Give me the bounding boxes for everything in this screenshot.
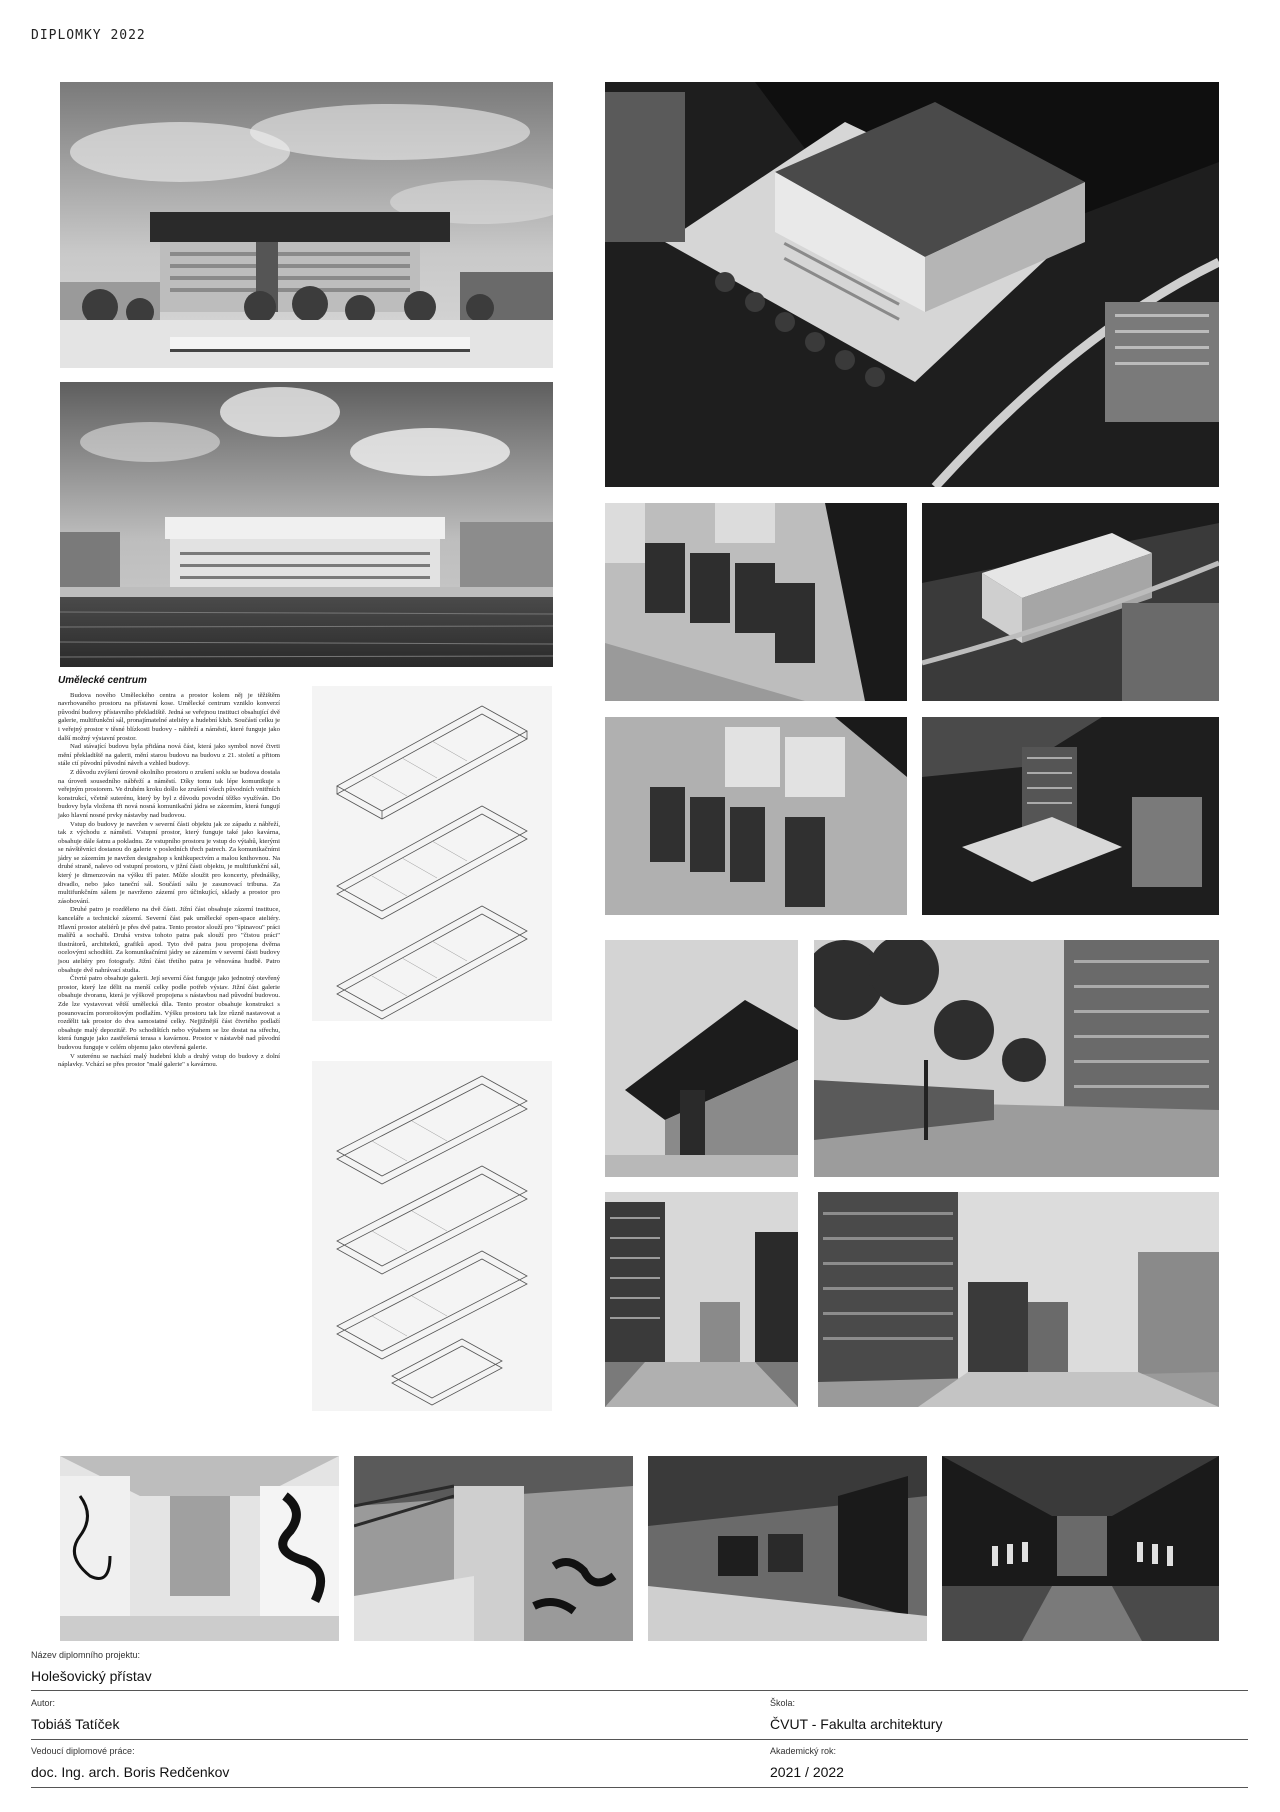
article-paragraph: Druhé patro je rozděleno na dvě části. Jižní část obsahuje zázemí instituce, kanceláře a technické zázemí. Severní část pak umělecké open-space ateliéry. Hlavní prostor ateliérů je přes dvě patra. Tento prostor slouží pro "špinavou" práci malířů a sochařů. Druhá vrstva tohoto patra pak slouží pro "čistou práci" ilustrátorů, architektů, grafiků apod. Tyto dvě patra jsou propojena dvěma ocelovými schodišti. Za komunikačními jádry se zázemím v severní části budovy jsou ateliéry pro fotografy. Jižní část třetího patra je věnována hudbě. Patro obsahuje dvě nahrávací studia. (58, 906, 280, 974)
interior-render-sculpture-hall (942, 1456, 1219, 1641)
article-paragraph: V suterénu se nachází malý hudební klub a druhý vstup do budovy z dolní náplavky. Vchází se přes prostor "malé galerie" s kavárnou. (58, 1052, 280, 1069)
article-paragraph: Čtvrté patro obsahuje galerii. Její severní část funguje jako jednotný otevřený prostor, který lze dělit na menší celky podle potřeb výstav. Jižní část galerie obsahuje dvoranu, která je výškově propojena s nástavbou nad původní budovou. Zde lze vystavovat větší umělecká díla. Tento prostor obsahuje konstrukci s posunovacím pororoštovým podlažím. Výšku prostoru tak lze různě nastavovat a rozdělit tak prostor do dva samostatné celky. Nejjižnější část čtvrtého podlaží obsahuje malý depozitář. Po schodištích nebo výtahem se lze dostat na střechu, která funguje jako zastřešená terasa s kavárnou. Prostor v nástavbě nad původní budovou funguje v celém objemu jako otevřená galerie. (58, 975, 280, 1051)
render-riverside-promenade (814, 940, 1219, 1177)
footer-divider (31, 1787, 1248, 1788)
render-cantilever-building (605, 940, 798, 1177)
article-paragraph: Budova nového Uměleckého centra a prostor kolem něj je těžištěm navrhovaného prostoru na přístavní kose. Umělecké centrum vzniklo konverzí původní budovy přístavního překladiště. Jedná se veřejnou instituci obsahující dvě galerie, multifunkční sál, pronajímatelné ateliéry a hudební klub. Součástí celku je i veřejný prostor v těsné blízkosti budovy - nábřeží a náměstí, které funguje jako další možný výstavní prostor. (58, 691, 280, 742)
article-paragraph: Vstup do budovy je navržen v severní části objektu jak ze západu z nábřeží, tak z východu z náměstí. Vstupní prostor, který funguje také jako kavárna, obsahuje dále šatnu a pokladnu. Ze vstupního prostoru je vstup do výtahů, kterými se návštěvníci dostanou do galerie v posledních třech patrech. Za komunikačními jádry se zázemím je navržen designshop s knihkupectvím a malou knihovnou. Na druhé straně, nalevo od vstupní prostoru, v jižní části objektu, je multifunkční sál, který je dimenzován na výšku tří pater. Může sloužit pro koncerty, přednášky, divadlo, nebo jako taneční sál. Součástí sálu je zasunovací tribuna. Za multifunkčním sálem je navrženo zázemí pro účinkující, sklady a prostor pro zásobování. (58, 820, 280, 905)
article-paragraph: Z důvodu zvýšení úrovně okolního prostoru o zrušení soklu se budova dostala na úroveň sousedního nábřeží a náměstí. Díky tomu tak lépe komunikuje s veřejným prostorem. Ve druhém kroku došlo ke zrušení všech původních vnitřních konstrukcí, včetně suterénu, který by byl z důvodu povodní těžko využíván. Do budovy byla vložena tři nová nosná komunikační jádra se zázemím, která fungují jako hlavní nosné prvky nástavby nad budovou. (58, 768, 280, 819)
article-text (58, 677, 280, 1070)
footer-divider (31, 1690, 1248, 1691)
axonometric-floor-plans-lower (312, 1061, 552, 1411)
interior-render-gallery-bridge (354, 1456, 633, 1641)
school-label: Škola: (770, 1698, 796, 1708)
interior-render-hall (60, 1456, 339, 1641)
render-residential-plaza (818, 1192, 1219, 1407)
aerial-render-residential-1 (605, 503, 907, 701)
render-art-center-river (60, 382, 553, 667)
author-value: Tobiáš Tatíček (31, 1716, 120, 1732)
render-art-center-front (60, 82, 553, 368)
aerial-render-tower (922, 717, 1219, 915)
footer-divider (31, 1739, 1248, 1740)
aerial-render-riverside (922, 503, 1219, 701)
interior-render-gallery-room (648, 1456, 927, 1641)
supervisor-value: doc. Ing. arch. Boris Redčenkov (31, 1764, 230, 1780)
school-value: ČVUT - Fakulta architektury (770, 1716, 943, 1732)
author-label: Autor: (31, 1698, 56, 1708)
supervisor-label: Vedoucí diplomové práce: (31, 1746, 135, 1756)
page-header: DIPLOMKY 2022 (31, 28, 146, 43)
axonometric-floor-plans-upper (312, 686, 552, 1021)
academic-year-value: 2021 / 2022 (770, 1764, 844, 1780)
academic-year-label: Akademický rok: (770, 1746, 837, 1756)
render-residential-street (605, 1192, 798, 1407)
aerial-render-residential-2 (605, 717, 907, 915)
project-name-label: Název diplomního projektu: (31, 1650, 141, 1660)
article-paragraph: Nad stávající budovu byla přidána nová část, která jako symbol nové čtvrti mění překladiště na galerii, mění starou budovu na budovu z 21. století a přitom stále ctí původní původní návrh a vzhled budovy. (58, 743, 280, 768)
project-name-value: Holešovický přístav (31, 1668, 152, 1684)
article-heading: Umělecké centrum (58, 675, 147, 686)
aerial-render-main (605, 82, 1219, 487)
